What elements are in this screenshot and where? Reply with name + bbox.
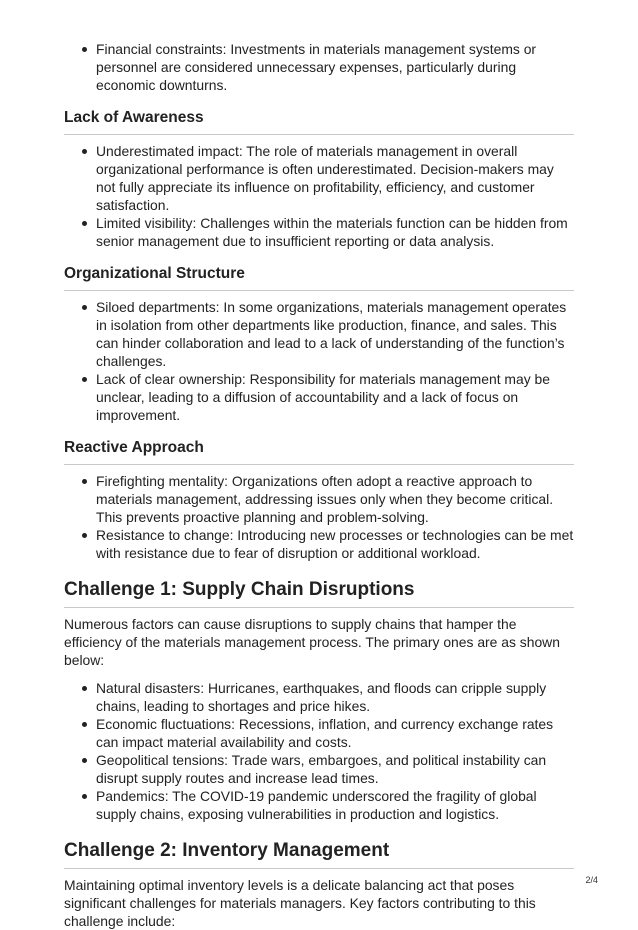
section-heading-awareness: Lack of Awareness — [64, 108, 574, 135]
page-number: 2/4 — [585, 875, 598, 885]
list-item: Economic fluctuations: Recessions, inflation, and currency exchange rates can impact material availability and costs. — [96, 715, 574, 751]
list-item: Geopolitical tensions: Trade wars, embargoes, and political instability can disrupt supply routes and increase lead times. — [96, 751, 574, 787]
challenge-2-intro: Maintaining optimal inventory levels is a delicate balancing act that poses significant challenges for materials managers. Key factors contributing to this challenge include: — [64, 877, 536, 929]
section-heading-reactive: Reactive Approach — [64, 438, 574, 465]
list-item: Underestimated impact: The role of materials management in overall organizational performance is often underestimated. Decision-makers may not fully appreciate its influence on profitability, efficiency, and customer satisfaction. — [96, 142, 574, 214]
list-item: Pandemics: The COVID-19 pandemic underscored the fragility of global supply chains, exposing vulnerabilities in production and logistics. — [96, 787, 574, 823]
list-item: Financial constraints: Investments in materials management systems or personnel are considered unnecessary expenses, particularly during economic downturns. — [96, 40, 574, 94]
document-page — [64, 40, 574, 930]
section-heading-org-structure: Organizational Structure — [64, 264, 574, 291]
challenge-2-heading: Challenge 2: Inventory Management — [64, 839, 574, 869]
awareness-list — [64, 142, 574, 250]
reactive-list — [64, 472, 574, 562]
org-structure-list — [64, 298, 574, 424]
challenge-1-intro: Numerous factors can cause disruptions to supply chains that hamper the efficiency of the materials management process. The primary ones are as shown below: — [64, 616, 560, 668]
challenge-1-list — [64, 679, 574, 823]
list-item: Limited visibility: Challenges within the materials function can be hidden from senior management due to insufficient reporting or data analysis. — [96, 214, 574, 250]
list-item: Lack of clear ownership: Responsibility for materials management may be unclear, leading to a diffusion of accountability and a lack of focus on improvement. — [96, 370, 574, 424]
list-item: Firefighting mentality: Organizations often adopt a reactive approach to materials management, addressing issues only when they become critical. This prevents proactive planning and problem-solving. — [96, 472, 574, 526]
financial-list — [64, 40, 574, 94]
list-item: Resistance to change: Introducing new processes or technologies can be met with resistance due to fear of disruption or additional workload. — [96, 527, 574, 561]
challenge-1-heading: Challenge 1: Supply Chain Disruptions — [64, 578, 574, 608]
list-item: Siloed departments: In some organizations, materials management operates in isolation from other departments like production, finance, and sales. This can hinder collaboration and lead to a lack of understanding of the function’s challenges. — [96, 298, 574, 370]
list-item: Natural disasters: Hurricanes, earthquakes, and floods can cripple supply chains, leading to shortages and price hikes. — [96, 679, 574, 715]
